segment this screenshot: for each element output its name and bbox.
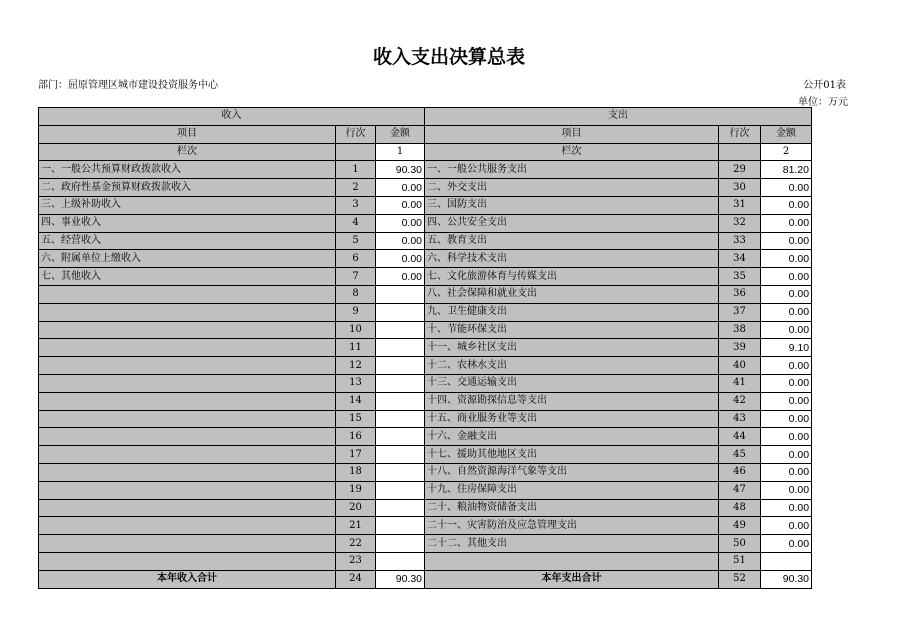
income-line-no: 21 <box>336 517 376 535</box>
income-item <box>39 446 336 464</box>
table-row <box>39 374 812 392</box>
income-line-no: 6 <box>336 250 376 268</box>
expense-amount: 0.00 <box>761 446 812 464</box>
income-amount <box>376 285 425 303</box>
income-column-label: 栏次 <box>39 143 336 161</box>
table-row <box>39 428 812 446</box>
income-item <box>39 481 336 499</box>
income-column-blank <box>336 143 376 161</box>
expense-amount: 0.00 <box>761 410 812 428</box>
expense-line-no: 42 <box>719 392 761 410</box>
income-amount <box>376 303 425 321</box>
income-line-no: 4 <box>336 214 376 232</box>
expense-item: 十六、金融支出 <box>425 428 719 446</box>
expense-amount: 0.00 <box>761 428 812 446</box>
income-total-amount: 90.30 <box>376 570 425 588</box>
table-row <box>39 463 812 481</box>
income-line-no: 3 <box>336 196 376 214</box>
expense-item: 九、卫生健康支出 <box>425 303 719 321</box>
income-amount: 0.00 <box>376 214 425 232</box>
department-label: 部门：屈原管理区城市建设投资服务中心 <box>38 80 218 91</box>
income-line-header: 行次 <box>336 125 376 143</box>
expense-item: 十七、援助其他地区支出 <box>425 446 719 464</box>
expense-line-no: 50 <box>719 535 761 553</box>
income-item <box>39 410 336 428</box>
income-amount <box>376 517 425 535</box>
expense-item: 一、一般公共服务支出 <box>425 161 719 179</box>
income-line-no: 10 <box>336 321 376 339</box>
income-line-no: 8 <box>336 285 376 303</box>
table-row <box>39 268 812 286</box>
income-item <box>39 339 336 357</box>
expense-line-no: 37 <box>719 303 761 321</box>
expense-line-header: 行次 <box>719 125 761 143</box>
income-item <box>39 535 336 553</box>
header-row-column-index <box>39 143 812 161</box>
income-amount: 90.30 <box>376 161 425 179</box>
income-line-no: 23 <box>336 552 376 570</box>
expense-line-no: 29 <box>719 161 761 179</box>
form-number: 公开01表 <box>803 80 846 91</box>
expense-line-no: 46 <box>719 463 761 481</box>
expense-item: 二十二、其他支出 <box>425 535 719 553</box>
income-item: 四、事业收入 <box>39 214 336 232</box>
expense-line-no: 51 <box>719 552 761 570</box>
expense-amount: 0.00 <box>761 303 812 321</box>
income-amount <box>376 392 425 410</box>
table-row <box>39 446 812 464</box>
expense-line-no: 33 <box>719 232 761 250</box>
expense-item: 五、教育支出 <box>425 232 719 250</box>
table-body <box>39 161 812 570</box>
income-amount-header: 金额 <box>376 125 425 143</box>
income-line-no: 15 <box>336 410 376 428</box>
income-item <box>39 357 336 375</box>
table-row <box>39 392 812 410</box>
income-line-no: 19 <box>336 481 376 499</box>
table-row <box>39 357 812 375</box>
expense-item: 二十、粮油物资储备支出 <box>425 499 719 517</box>
expense-line-no: 48 <box>719 499 761 517</box>
income-line-no: 16 <box>336 428 376 446</box>
income-item <box>39 552 336 570</box>
table-row <box>39 214 812 232</box>
expense-amount: 0.00 <box>761 214 812 232</box>
income-item <box>39 285 336 303</box>
table-row <box>39 285 812 303</box>
expense-amount-header: 金额 <box>761 125 812 143</box>
income-item <box>39 499 336 517</box>
income-amount <box>376 374 425 392</box>
expense-line-no: 35 <box>719 268 761 286</box>
expense-amount: 0.00 <box>761 374 812 392</box>
income-item: 六、附属单位上缴收入 <box>39 250 336 268</box>
table-row <box>39 410 812 428</box>
income-item <box>39 374 336 392</box>
unit-label: 单位：万元 <box>798 97 848 108</box>
expense-line-no: 31 <box>719 196 761 214</box>
table-row <box>39 179 812 197</box>
expense-column-blank <box>719 143 761 161</box>
expense-line-no: 44 <box>719 428 761 446</box>
table-row <box>39 517 812 535</box>
expense-total-amount: 90.30 <box>761 570 812 588</box>
expense-amount: 0.00 <box>761 179 812 197</box>
table-row <box>39 232 812 250</box>
table-row <box>39 481 812 499</box>
income-amount: 0.00 <box>376 268 425 286</box>
expense-item: 十二、农林水支出 <box>425 357 719 375</box>
expense-amount <box>761 552 812 570</box>
table-row <box>39 321 812 339</box>
expense-item: 二十一、灾害防治及应急管理支出 <box>425 517 719 535</box>
expense-item: 十、节能环保支出 <box>425 321 719 339</box>
income-section-header: 收入 <box>39 108 425 126</box>
income-line-no: 17 <box>336 446 376 464</box>
income-item <box>39 392 336 410</box>
expense-line-no: 49 <box>719 517 761 535</box>
expense-item: 八、社会保障和就业支出 <box>425 285 719 303</box>
income-line-no: 13 <box>336 374 376 392</box>
expense-amount: 0.00 <box>761 463 812 481</box>
expense-line-no: 38 <box>719 321 761 339</box>
table-row <box>39 535 812 553</box>
income-item: 五、经营收入 <box>39 232 336 250</box>
income-amount: 0.00 <box>376 232 425 250</box>
expense-amount: 0.00 <box>761 499 812 517</box>
income-amount <box>376 552 425 570</box>
table-row <box>39 161 812 179</box>
income-total-label: 本年收入合计 <box>39 570 336 588</box>
table-row <box>39 339 812 357</box>
expense-item: 十一、城乡社区支出 <box>425 339 719 357</box>
expense-amount: 0.00 <box>761 392 812 410</box>
income-amount <box>376 357 425 375</box>
table-row <box>39 499 812 517</box>
income-line-no: 2 <box>336 179 376 197</box>
income-item <box>39 428 336 446</box>
income-column-index: 1 <box>376 143 425 161</box>
expense-line-no: 34 <box>719 250 761 268</box>
expense-line-no: 36 <box>719 285 761 303</box>
expense-item: 三、国防支出 <box>425 196 719 214</box>
expense-amount: 0.00 <box>761 268 812 286</box>
income-amount: 0.00 <box>376 196 425 214</box>
expense-amount: 0.00 <box>761 196 812 214</box>
income-item <box>39 321 336 339</box>
income-amount: 0.00 <box>376 250 425 268</box>
income-amount <box>376 481 425 499</box>
expense-line-no: 39 <box>719 339 761 357</box>
income-line-no: 14 <box>336 392 376 410</box>
income-amount <box>376 446 425 464</box>
income-amount <box>376 321 425 339</box>
expense-line-no: 40 <box>719 357 761 375</box>
expense-amount: 81.20 <box>761 161 812 179</box>
expense-item: 十四、资源勘探信息等支出 <box>425 392 719 410</box>
income-line-no: 20 <box>336 499 376 517</box>
income-item: 一、一般公共预算财政拨款收入 <box>39 161 336 179</box>
expense-line-no: 32 <box>719 214 761 232</box>
income-line-no: 1 <box>336 161 376 179</box>
income-item: 七、其他收入 <box>39 268 336 286</box>
header-row-columns <box>39 125 812 143</box>
expense-column-label: 栏次 <box>425 143 719 161</box>
expense-amount: 0.00 <box>761 321 812 339</box>
expense-section-header: 支出 <box>425 108 812 126</box>
expense-item: 六、科学技术支出 <box>425 250 719 268</box>
expense-item: 四、公共安全支出 <box>425 214 719 232</box>
income-item-header: 项目 <box>39 125 336 143</box>
expense-line-no: 45 <box>719 446 761 464</box>
expense-item: 二、外交支出 <box>425 179 719 197</box>
expense-item: 十三、交通运输支出 <box>425 374 719 392</box>
expense-line-no: 47 <box>719 481 761 499</box>
table-row <box>39 196 812 214</box>
expense-line-no: 41 <box>719 374 761 392</box>
expense-amount: 0.00 <box>761 285 812 303</box>
page-title: 收入支出决算总表 <box>372 46 525 68</box>
income-line-no: 7 <box>336 268 376 286</box>
income-item <box>39 517 336 535</box>
expense-item <box>425 552 719 570</box>
header-row-sections <box>39 108 812 126</box>
expense-amount: 0.00 <box>761 357 812 375</box>
income-line-no: 11 <box>336 339 376 357</box>
income-item: 三、上级补助收入 <box>39 196 336 214</box>
income-line-no: 22 <box>336 535 376 553</box>
income-item <box>39 463 336 481</box>
expense-amount: 0.00 <box>761 535 812 553</box>
table-row <box>39 303 812 321</box>
expense-item: 十八、自然资源海洋气象等支出 <box>425 463 719 481</box>
expense-amount: 0.00 <box>761 517 812 535</box>
expense-item: 十九、住房保障支出 <box>425 481 719 499</box>
income-amount <box>376 535 425 553</box>
expense-amount: 9.10 <box>761 339 812 357</box>
income-amount: 0.00 <box>376 179 425 197</box>
expense-amount: 0.00 <box>761 232 812 250</box>
expense-item-header: 项目 <box>425 125 719 143</box>
income-item <box>39 303 336 321</box>
budget-summary-table <box>38 107 812 589</box>
income-line-no: 9 <box>336 303 376 321</box>
expense-amount: 0.00 <box>761 481 812 499</box>
income-total-line: 24 <box>336 570 376 588</box>
income-line-no: 5 <box>336 232 376 250</box>
income-line-no: 12 <box>336 357 376 375</box>
expense-line-no: 43 <box>719 410 761 428</box>
expense-total-line: 52 <box>719 570 761 588</box>
income-item: 二、政府性基金预算财政拨款收入 <box>39 179 336 197</box>
expense-total-label: 本年支出合计 <box>425 570 719 588</box>
income-amount <box>376 410 425 428</box>
income-amount <box>376 428 425 446</box>
table-row <box>39 250 812 268</box>
expense-amount: 0.00 <box>761 250 812 268</box>
table-row <box>39 552 812 570</box>
income-amount <box>376 499 425 517</box>
expense-line-no: 30 <box>719 179 761 197</box>
income-line-no: 18 <box>336 463 376 481</box>
expense-item: 十五、商业服务业等支出 <box>425 410 719 428</box>
income-amount <box>376 339 425 357</box>
expense-item: 七、文化旅游体育与传媒支出 <box>425 268 719 286</box>
income-amount <box>376 463 425 481</box>
totals-row <box>39 570 812 588</box>
expense-column-index: 2 <box>761 143 812 161</box>
